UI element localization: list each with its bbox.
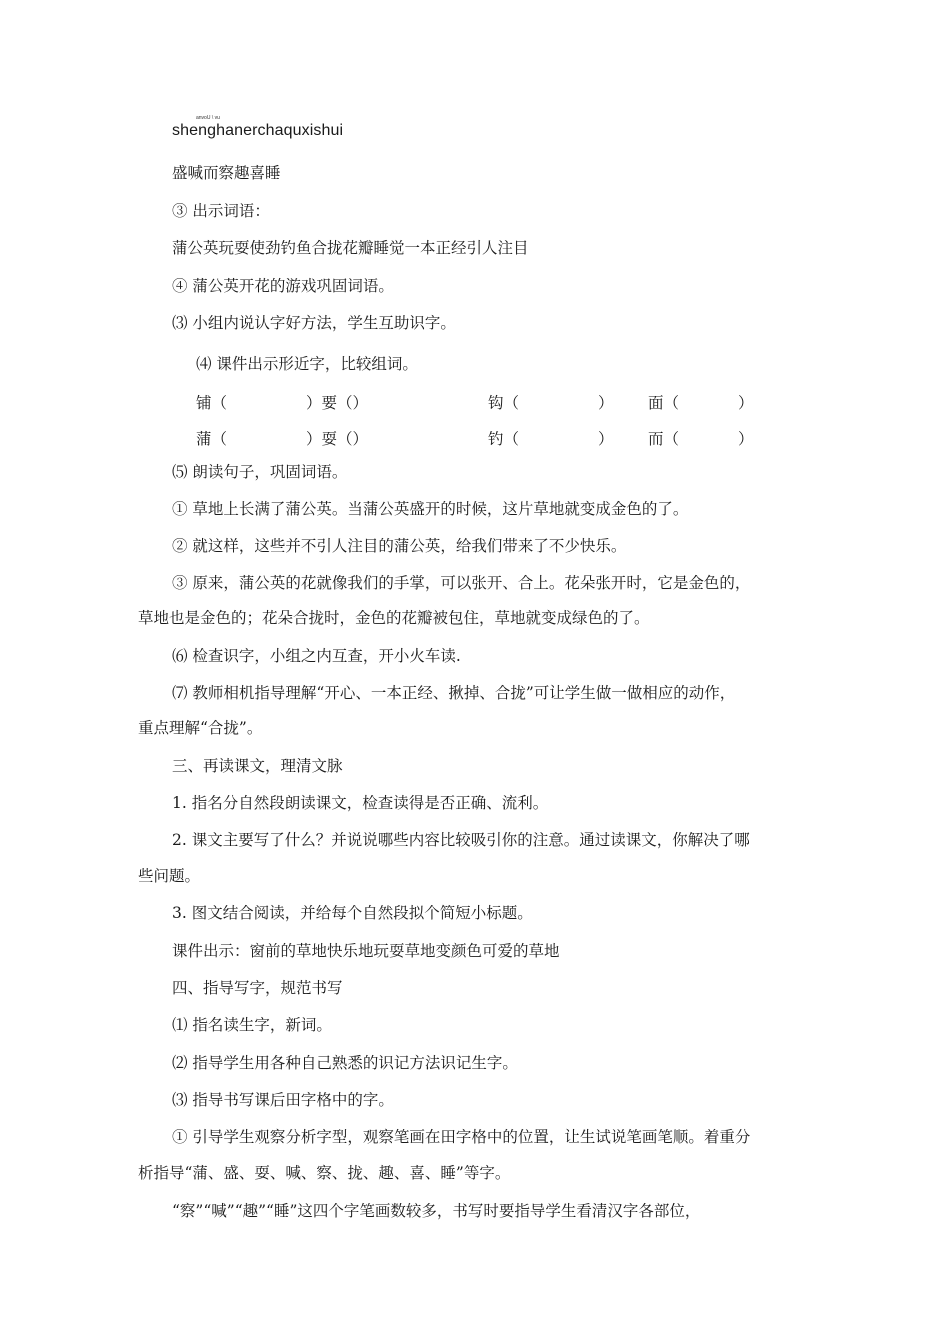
step-heading: ④ 蒲公英开花的游戏巩固词语。 — [172, 277, 394, 295]
pinyin-tone-marks: anvoU \ vu — [196, 115, 220, 121]
paragraph: ⑺ 教师相机指导理解“开心、一本正经、揪掉、合拢”可让学生做一做相应的动作， — [172, 684, 736, 702]
sentence-continued: 草地也是金色的；花朵合拢时，金色的花瓣被包住，草地就变成绿色的了。 — [138, 609, 650, 627]
compare-cell: ） — [738, 394, 754, 412]
step-heading: ⑸ 朗读句子，巩固词语。 — [172, 463, 348, 481]
sentence: ② 就这样，这些并不引人注目的蒲公英，给我们带来了不少快乐。 — [172, 537, 627, 555]
step-heading: ⑶ 小组内说认字好方法，学生互助识字。 — [172, 314, 456, 332]
step-heading: ③ 出示词语： — [172, 202, 270, 220]
compare-cell: ）要（） — [306, 394, 369, 412]
compare-cell: 铺（ — [196, 394, 228, 412]
section-heading: 四、指导写字，规范书写 — [172, 979, 343, 997]
compare-cell: 钩（ — [488, 394, 520, 412]
sentence: ① 草地上长满了蒲公英。当蒲公英盛开的时候，这片草地就变成金色的了。 — [172, 500, 689, 518]
paragraph: 2. 课文主要写了什么？并说说哪些内容比较吸引你的注意。通过读课文，你解决了哪 — [172, 831, 750, 849]
compare-cell: ）耍（） — [306, 430, 369, 448]
paragraph: 课件出示：窗前的草地快乐地玩耍草地变颜色可爱的草地 — [172, 942, 560, 960]
compare-cell: 钓（ — [488, 430, 520, 448]
paragraph: ① 引导学生观察分析字型，观察笔画在田字格中的位置，让生试说笔画笔顺。着重分 — [172, 1128, 751, 1146]
paragraph: 1. 指名分自然段朗读课文，检查读得是否正确、流利。 — [172, 794, 549, 812]
compare-cell: 面（ — [648, 394, 680, 412]
word-list: 蒲公英玩耍使劲钓鱼合拢花瓣睡觉一本正经引人注目 — [172, 239, 529, 257]
section-heading: 三、再读课文，理清文脉 — [172, 757, 343, 775]
paragraph-continued: 重点理解“合拢”。 — [138, 719, 263, 737]
compare-cell: 而（ — [648, 430, 680, 448]
step-heading: ⑹ 检查识字，小组之内互查，开小火车读. — [172, 647, 461, 665]
step-heading: ⑶ 指导书写课后田字格中的字。 — [172, 1091, 394, 1109]
compare-cell: 蒲（ — [196, 430, 228, 448]
char-list: 盛喊而察趣喜睡 — [172, 164, 281, 182]
compare-cell: ） — [738, 430, 754, 448]
paragraph: 3. 图文结合阅读，并给每个自然段拟个简短小标题。 — [172, 904, 533, 922]
paragraph: “察”“喊”“趣”“睡”这四个字笔画数较多，书写时要指导学生看清汉字各部位， — [172, 1202, 701, 1220]
step-heading: ⑵ 指导学生用各种自己熟悉的识记方法识记生字。 — [172, 1054, 518, 1072]
step-heading: ⑷ 课件出示形近字，比较组词。 — [196, 355, 418, 373]
paragraph-continued: 些问题。 — [138, 867, 201, 885]
pinyin-line: shenghanerchaquxishui — [172, 122, 344, 139]
compare-cell: ） — [598, 430, 614, 448]
paragraph-continued: 析指导“蒲、盛、耍、喊、察、拢、趣、喜、睡”等字。 — [138, 1164, 511, 1182]
step-heading: ⑴ 指名读生字，新词。 — [172, 1016, 332, 1034]
sentence: ③ 原来，蒲公英的花就像我们的手掌，可以张开、合上。花朵张开时，它是金色的， — [172, 574, 751, 592]
compare-cell: ） — [598, 394, 614, 412]
